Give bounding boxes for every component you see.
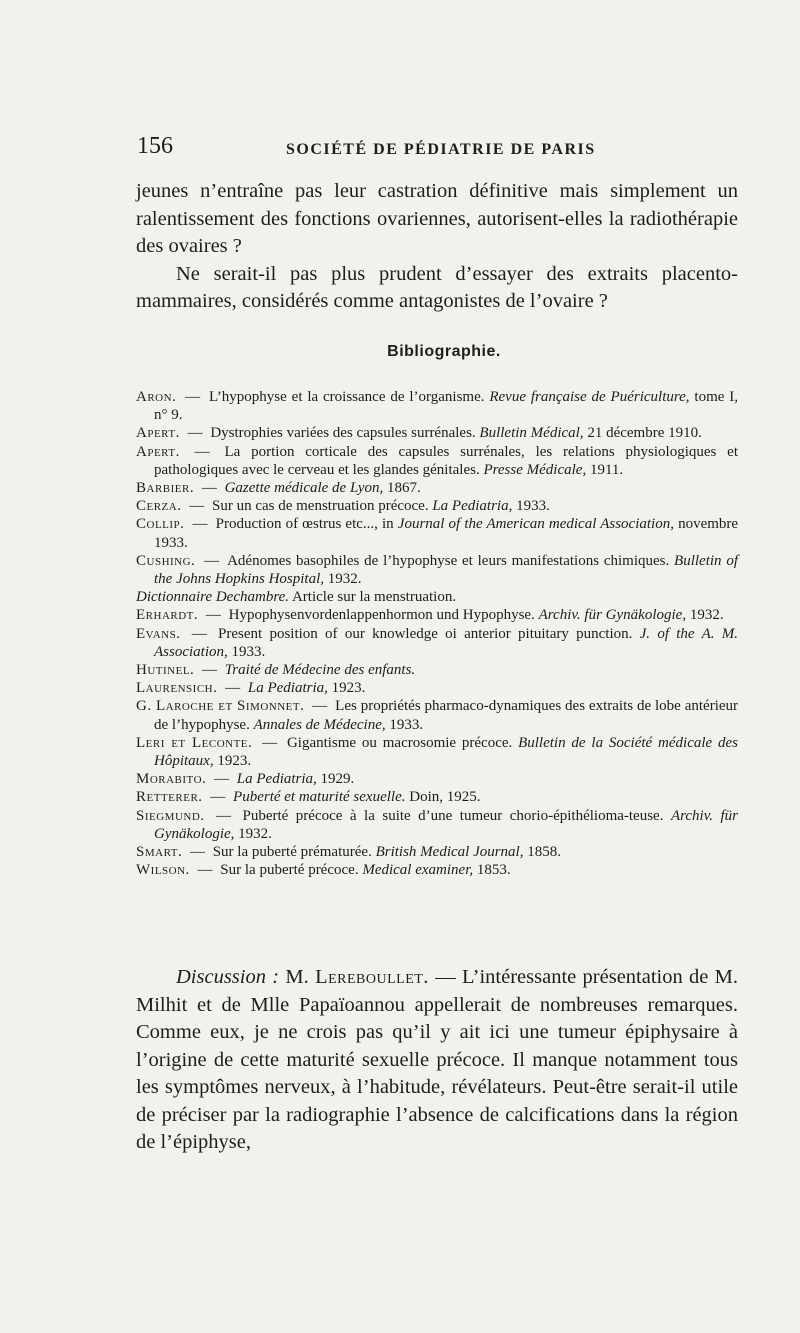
bibliography-details: 21 décembre 1910. xyxy=(587,425,702,442)
bibliography-title: Gigantisme ou macrosomie précoce. xyxy=(286,734,513,751)
bibliography-entry xyxy=(136,552,738,588)
intro-paragraph: Ne serait-il pas plus prudent d’essayer des extraits placento-mammaires, considérés comme antagonistes de l’ovaire ? xyxy=(136,262,738,312)
bibliography-title: Production of œstrus etc..., in xyxy=(215,516,394,533)
bibliography-source: La Pediatria, xyxy=(247,680,328,697)
bibliography-source: Bulletin Médical, xyxy=(479,425,584,442)
bibliography-author: Evans. xyxy=(136,625,181,642)
bibliography-details: Article sur la menstruation. xyxy=(291,589,457,606)
bibliography-entry xyxy=(136,734,738,770)
bibliography-entry xyxy=(136,424,738,442)
bibliography-source: La Pediatria, xyxy=(236,771,317,788)
bibliography-dash: — xyxy=(201,480,217,497)
bibliography-entry xyxy=(136,843,738,861)
discussion-text: L’intéressante présentation de M. Milhit et de Mlle Papaïoannou appellerait de nombreuses remarques. Comme eux, je ne crois pas qu’il y ait ici une tumeur épiphysaire à l’origine de cette maturité sexuelle précoce. Il manque notamment tous les symptômes nerveux, à l’habitude, révélateurs. Peut-être serait-il utile de préciser par la radiographie l’absence de calcifications dans la région de l’épiphyse, xyxy=(136,966,739,1153)
bibliography-title: Sur la puberté précoce. xyxy=(220,862,359,879)
bibliography-entry xyxy=(136,588,738,606)
bibliography-details: novembre 1933. xyxy=(154,516,739,551)
bibliography-author: Apert. xyxy=(136,425,180,442)
bibliography-source: Annales de Médecine, xyxy=(253,716,386,733)
discussion-speaker: Lereboullet. xyxy=(315,966,429,988)
bibliography-source: Bulletin of the Johns Hopkins Hospital, xyxy=(154,552,738,588)
bibliography-dash: — xyxy=(216,807,232,824)
discussion-label: Discussion : xyxy=(176,966,280,988)
bibliography-details: tome I, n° 9. xyxy=(154,389,739,424)
running-header: SOCIÉTÉ DE PÉDIATRIE DE PARIS xyxy=(286,141,596,158)
bibliography-dash: — xyxy=(202,662,218,679)
bibliography-details: 1858. xyxy=(527,844,561,861)
bibliography-title: Present position of our knowledge oi anterior pituitary punction. xyxy=(218,625,633,642)
bibliography-details: 1932. xyxy=(689,607,724,624)
bibliography-author: Smart. xyxy=(136,844,183,861)
bibliography-entry xyxy=(136,388,738,424)
bibliography-author: G. Laroche et Simonnet. xyxy=(136,698,305,715)
bibliography-heading xyxy=(0,342,800,362)
discussion-speaker-prefix: M. xyxy=(285,966,309,988)
bibliography-dash: — xyxy=(312,698,328,715)
bibliography-entry xyxy=(136,606,738,624)
bibliography-dash: — xyxy=(191,625,207,642)
bibliography-details: 1933. xyxy=(231,643,266,660)
bibliography-details: Doin, 1925. xyxy=(409,789,481,806)
bibliography-dash: — xyxy=(197,862,213,879)
bibliography-author: Collip. xyxy=(136,516,185,533)
bibliography-author: Hutinel. xyxy=(136,662,195,679)
bibliography-dash: — xyxy=(214,771,230,788)
bibliography-author: Cerza. xyxy=(136,498,182,515)
bibliography-author: Barbier. xyxy=(136,480,195,497)
bibliography-author: Erhardt. xyxy=(136,607,199,624)
bibliography-source: Archiv. für Gynäkologie, xyxy=(154,807,739,842)
bibliography-list xyxy=(136,388,738,879)
page-number: 156 xyxy=(137,133,173,159)
bibliography-source: Archiv. für Gynäkologie, xyxy=(538,607,687,624)
bibliography-dash: — xyxy=(189,844,205,861)
bibliography-title: Puberté précoce à la suite d’une tumeur chorio-épithélioma-teuse. xyxy=(242,807,664,824)
bibliography-dash: — xyxy=(192,516,208,533)
bibliography-dash: — xyxy=(194,443,210,460)
bibliography-details: 1932. xyxy=(327,571,362,588)
bibliography-source: Journal of the American medical Association, xyxy=(397,516,674,533)
bibliography-details: 1932. xyxy=(238,825,272,842)
bibliography-author: Leri et Leconte. xyxy=(136,734,253,751)
bibliography-dash: — xyxy=(189,498,205,515)
bibliography-source: La Pediatria, xyxy=(432,498,513,515)
bibliography-source: Presse Médicale, xyxy=(483,461,587,478)
bibliography-details: 1929. xyxy=(320,771,355,788)
bibliography-entry xyxy=(136,807,738,843)
bibliography-source: Traité de Médecine des enfants. xyxy=(224,662,416,679)
bibliography-details: 1933. xyxy=(389,716,424,733)
bibliography-entry xyxy=(136,788,738,806)
bibliography-source: Revue française de Puériculture, xyxy=(489,389,690,405)
bibliography-dash: — xyxy=(210,789,226,806)
bibliography-entry xyxy=(136,625,738,661)
bibliography-dash: — xyxy=(205,607,221,624)
bibliography-dash: — xyxy=(204,552,220,569)
intro-paragraph: jeunes n’entraîne pas leur castration définitive mais simplement un ralentissement des fonctions ovariennes, autorisent-elles la radiothérapie des ovaires ? xyxy=(136,180,738,257)
bibliography-title: La portion corticale des capsules surrénales, les relations physiologiques et pathologiques avec le cerveau et les glandes génitales. xyxy=(154,443,739,478)
bibliography-source: Dictionnaire Dechambre. xyxy=(136,589,290,606)
bibliography-details: 1867. xyxy=(387,480,421,497)
bibliography-entry xyxy=(136,770,738,788)
bibliography-entry xyxy=(136,861,738,879)
bibliography-source: J. of the A. M. Association, xyxy=(154,625,739,660)
bibliography-details: 1911. xyxy=(589,461,624,478)
discussion-text-block xyxy=(136,964,738,1157)
intro-text xyxy=(136,178,738,316)
bibliography-title: Adénomes basophiles de l’hypophyse et leurs manifestations chimiques. xyxy=(227,552,670,569)
bibliography-title: Hypophysenvordenlappenhormon und Hypophyse. xyxy=(228,607,535,624)
discussion-paragraph xyxy=(136,964,738,1157)
bibliography-author: Siegmund. xyxy=(136,807,205,824)
bibliography-entry xyxy=(136,443,738,479)
bibliography-source: Puberté et maturité sexuelle. xyxy=(233,789,406,806)
bibliography-dash: — xyxy=(262,734,278,751)
bibliography-dash: — xyxy=(187,425,203,442)
bibliography-dash: — xyxy=(185,389,201,405)
bibliography-details: 1933. xyxy=(516,498,550,515)
bibliography-source: Gazette médicale de Lyon, xyxy=(224,480,384,497)
bibliography-entry xyxy=(136,479,738,497)
bibliography-source: British Medical Journal, xyxy=(375,844,524,861)
bibliography-entry xyxy=(136,679,738,697)
bibliography-title: Sur un cas de menstruation précoce. xyxy=(211,498,429,515)
bibliography-entry xyxy=(136,497,738,515)
bibliography-title: L’hypophyse et la croissance de l’organisme. xyxy=(209,389,485,405)
bibliography-details: 1853. xyxy=(476,862,511,879)
bibliography-title: Dystrophies variées des capsules surrénales. xyxy=(210,425,476,442)
bibliography-title: Les propriétés pharmaco-dynamiques des extraits de lobe antérieur de l’hypophyse. xyxy=(154,698,739,733)
bibliography-author: Apert. xyxy=(136,443,180,460)
bibliography-dash: — xyxy=(225,680,241,697)
bibliography-entry xyxy=(136,515,738,551)
bibliography-author: Retterer. xyxy=(136,789,203,806)
bibliography-source: Bulletin de la Société médicale des Hôpitaux, xyxy=(154,734,738,770)
bibliography-author: Aron. xyxy=(136,389,177,405)
bibliography-author: Laurensich. xyxy=(136,680,218,697)
bibliography-author: Morabito. xyxy=(136,771,207,788)
bibliography-author: Cushing. xyxy=(136,552,196,569)
bibliography-details: 1923. xyxy=(217,753,252,770)
bibliography-heading-text: Bibliographie. xyxy=(387,343,501,360)
bibliography-title: Sur la puberté prématurée. xyxy=(212,844,372,861)
discussion-dash: — xyxy=(435,966,456,988)
bibliography-entry xyxy=(136,697,738,733)
bibliography-source: Medical examiner, xyxy=(362,862,474,879)
bibliography-entry xyxy=(136,661,738,679)
bibliography-author: Wilson. xyxy=(136,862,190,879)
bibliography-details: 1923. xyxy=(331,680,366,697)
